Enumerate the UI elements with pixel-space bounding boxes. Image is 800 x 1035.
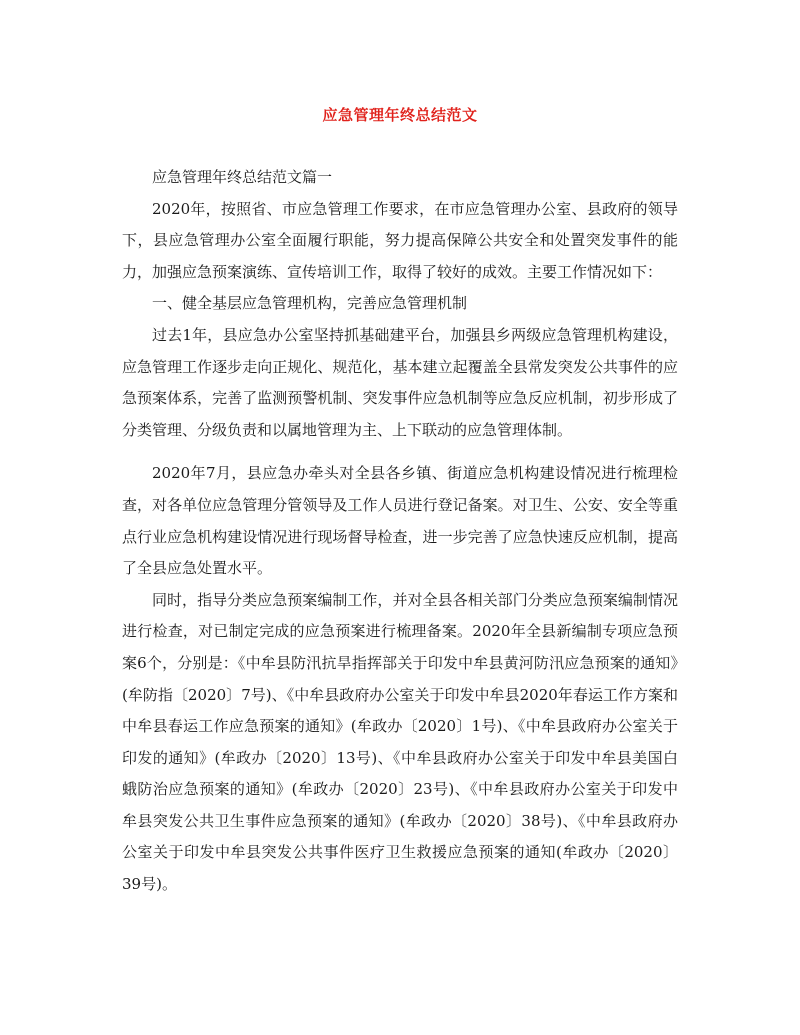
document-body	[122, 162, 678, 901]
section-heading-one: 一、健全基层应急管理机构，完善应急管理机制	[152, 294, 468, 313]
paragraph-emergency-plans: 同时，指导分类应急预案编制工作，并对全县各相关部门分类应急预案编制情况进行检查，对已制定完成的应急预案进行梳理备案。2020年全县新编制专项应急预案6个，分别是：《中牟县防汛抗旱指挥部关于印发中牟县黄河防汛应急预案的通知》(牟防指〔2020〕7号)、《中牟县政府办公室关于印发中牟县2020年春运工作方案和中牟县春运工作应急预案的通知》(牟政办〔2020〕1号)、《中牟县政府办公室关于印发的通知》(牟政办〔2020〕13号)、《中牟县政府办公室关于印发中牟县美国白蛾防治应急预案的通知》(牟政办〔2020〕23号)、《中牟县政府办公室关于印发中牟县突发公共卫生事件应急预案的通知》(牟政办〔2020〕38号)、《中牟县政府办公室关于印发中牟县突发公共事件医疗卫生救援应急预案的通知(牟政办〔2020〕39号)。	[122, 590, 678, 894]
paragraph-july-inspection: 2020年7月，县应急办牵头对全县各乡镇、街道应急机构建设情况进行梳理检查，对各单位应急管理分管领导及工作人员进行登记备案。对卫生、公安、安全等重点行业应急机构建设情况进行现场督导检查，进一步完善了应急快速反应机制，提高了全县应急处置水平。	[122, 464, 678, 578]
paragraph-institution-building: 过去1年，县应急办公室坚持抓基础建平台，加强县乡两级应急管理机构建设，应急管理工作逐步走向正规化、规范化，基本建立起覆盖全县常发突发公共事件的应急预案体系，完善了监测预警机制、突发事件应急机制等应急反应机制，初步形成了分类管理、分级负责和以属地管理为主、上下联动的应急管理体制。	[122, 325, 678, 439]
section-heading-part-one: 应急管理年终总结范文篇一	[152, 168, 333, 186]
paragraph-introduction: 2020年，按照省、市应急管理工作要求，在市应急管理办公室、县政府的领导下，县应急管理办公室全面履行职能，努力提高保障公共安全和处置突发事件的能力，加强应急预案演练、宣传培训工作，取得了较好的成效。主要工作情况如下：	[122, 199, 678, 281]
document-title: 应急管理年终总结范文	[322, 106, 478, 124]
